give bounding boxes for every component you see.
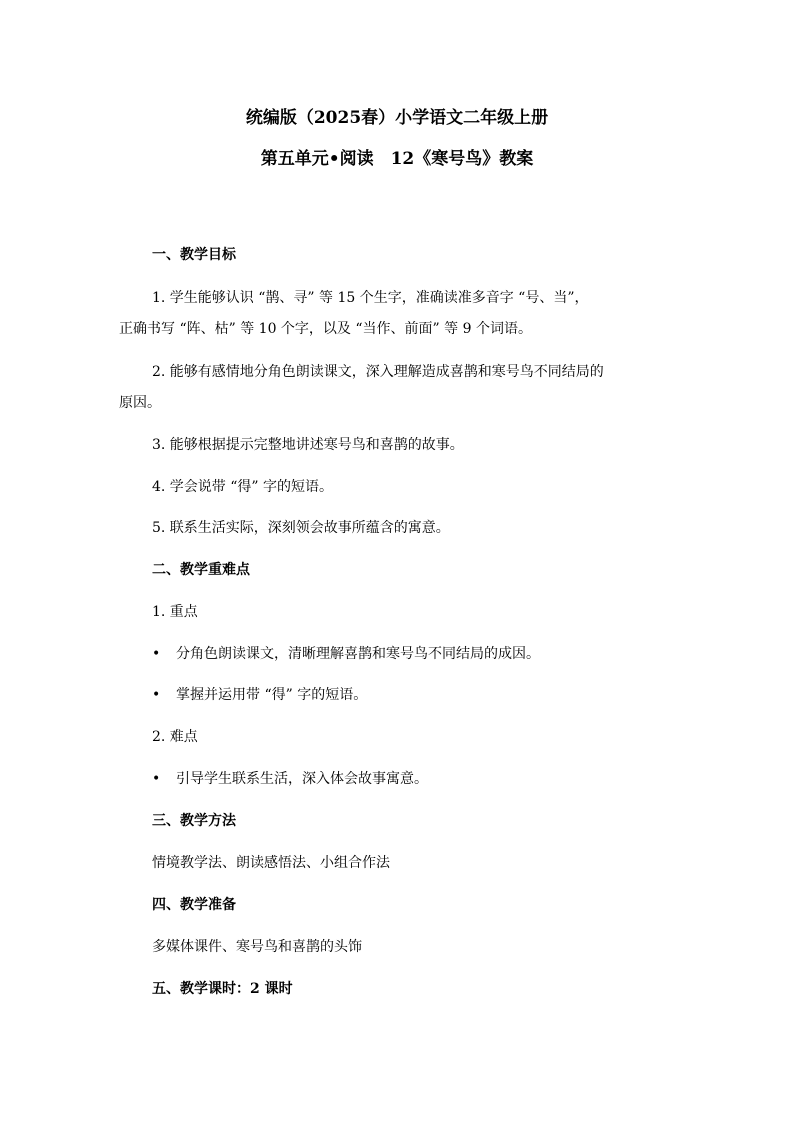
bullet-icon: • (152, 646, 161, 662)
document-title-line1: 统编版（2025春）小学语文二年级上册 (245, 108, 549, 128)
goal-item-2-line-2: 原因。 (119, 395, 161, 411)
section-heading-key-points: 二、教学重难点 (152, 562, 250, 578)
section-heading-methods: 三、教学方法 (152, 813, 236, 829)
section-heading-preparation: 四、教学准备 (152, 897, 236, 913)
difficulty-bullet-1: 引导学生联系生活，深入体会故事寓意。 (176, 771, 428, 787)
section-heading-hours: 五、教学课时：2 课时 (152, 981, 293, 997)
goal-item-4: 4. 学会说带 “得” 字的短语。 (152, 479, 334, 495)
document-title-line2: 第五单元•阅读 12《寒号鸟》教案 (260, 149, 534, 169)
goal-item-2-line-1: 2. 能够有感情地分角色朗读课文，深入理解造成喜鹊和寒号鸟不同结局的 (152, 364, 604, 380)
goal-item-5: 5. 联系生活实际，深刻领会故事所蕴含的寓意。 (152, 520, 450, 536)
section-heading-goals: 一、教学目标 (152, 247, 236, 263)
bullet-icon: • (152, 687, 161, 703)
key-point-bullet-2: 掌握并运用带 “得” 字的短语。 (176, 687, 368, 703)
goal-item-3: 3. 能够根据提示完整地讲述寒号鸟和喜鹊的故事。 (152, 437, 464, 453)
goal-item-1-line-2: 正确书写 “阵、枯” 等 10 个字，以及 “当作、前面” 等 9 个词语。 (119, 321, 532, 337)
goal-item-1-line-1: 1. 学生能够认识 “鹊、寻” 等 15 个生字，准确读准多音字 “号、当”， (152, 290, 589, 306)
bullet-icon: • (152, 771, 161, 787)
key-point-bullet-1: 分角色朗读课文，清晰理解喜鹊和寒号鸟不同结局的成因。 (176, 646, 540, 662)
preparation-content: 多媒体课件、寒号鸟和喜鹊的头饰 (152, 939, 362, 955)
key-points-sub-heading-2: 2. 难点 (152, 729, 198, 745)
key-points-sub-heading-1: 1. 重点 (152, 604, 198, 620)
methods-content: 情境教学法、朗读感悟法、小组合作法 (152, 855, 390, 871)
